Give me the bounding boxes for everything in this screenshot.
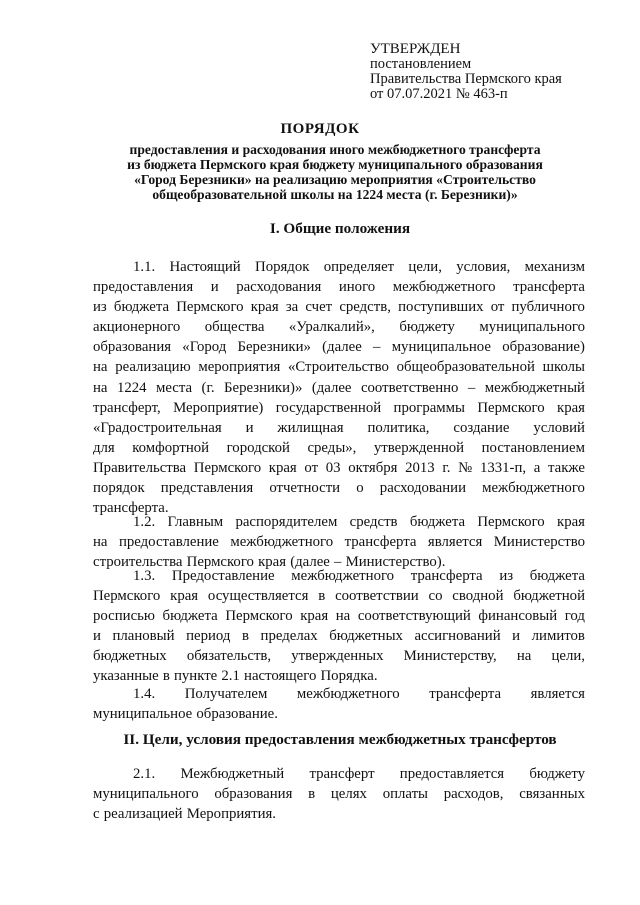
- paragraph-line: муниципального образования в целях оплаты расходов, связанных: [93, 786, 585, 803]
- paragraph-1-4: [93, 684, 585, 724]
- paragraph-line: трансферт, Мероприятие) государственной программы Пермского края: [93, 399, 585, 416]
- paragraph-line: Правительства Пермского края от 03 октября 2013 г. № 1331-п, а также: [93, 459, 585, 476]
- paragraph-line: 1.3. Предоставление межбюджетного трансферта из бюджета: [133, 568, 585, 584]
- paragraph-line: 1.4. Получателем межбюджетного трансферта является: [133, 686, 585, 702]
- subtitle-line: из бюджета Пермского края бюджету муниципального образования: [127, 157, 543, 172]
- subtitle-line: «Город Березники» на реализацию мероприятия «Строительство: [134, 172, 536, 187]
- paragraph-2-1: [93, 764, 585, 824]
- subtitle-line: общеобразовательной школы на 1224 места (г. Березники)»: [152, 187, 518, 202]
- approval-line: постановлением: [370, 56, 472, 72]
- approval-head: УТВЕРЖДЕН: [370, 41, 461, 57]
- paragraph-line: с реализацией Мероприятия.: [93, 806, 277, 823]
- page-edge-mark: [0, 888, 1, 889]
- paragraph-line: для комфортной городской среды», утвержденной постановлением: [93, 439, 585, 456]
- paragraph-line: предоставления и расходования иного межбюджетного трансферта: [93, 279, 585, 296]
- paragraph-line: образования «Город Березники» (далее – муниципальное образование): [93, 339, 585, 356]
- section-heading: I. Общие положения: [269, 220, 411, 237]
- paragraph-line: указанные в пункте 2.1 настоящего Порядка.: [93, 668, 378, 685]
- document-title: ПОРЯДОК: [280, 121, 360, 137]
- paragraph-line: акционерного общества «Уралкалий», бюджету муниципального: [93, 319, 585, 336]
- paragraph-line: Пермского края осуществляется в соответствии со сводной бюджетной: [93, 588, 585, 605]
- paragraph-line: и плановый период в пределах бюджетных ассигнований и лимитов: [93, 628, 585, 645]
- paragraph-line: бюджетных обязательств, утвержденных Министерству, на цели,: [93, 648, 585, 665]
- paragraph-line: 2.1. Межбюджетный трансферт предоставляется бюджету: [133, 766, 585, 782]
- paragraph-line: «Градостроительная и жилищная политика, создание условий: [93, 419, 585, 436]
- paragraph-line: муниципальное образование.: [93, 706, 278, 723]
- paragraph-line: порядок представления отчетности о расходовании межбюджетного: [93, 480, 585, 497]
- paragraph-line: трансферта.: [93, 500, 169, 517]
- paragraph-line: строительства Пермского края (далее – Министерство).: [93, 554, 446, 571]
- paragraph-line: 1.2. Главным распорядителем средств бюджета Пермского края: [133, 514, 585, 530]
- paragraph-line: на предоставление межбюджетного трансферта является Министерство: [93, 534, 585, 551]
- paragraph-line: из бюджета Пермского края за счет средств, поступивших от публичного: [93, 299, 585, 316]
- approval-line: Правительства Пермского края: [370, 71, 562, 87]
- paragraph-line: росписью бюджета Пермского края на соответствующий финансовый год: [93, 608, 585, 625]
- approval-stamp: [370, 42, 562, 102]
- paragraph-line: на 1224 места (г. Березники)» (далее соответственно – межбюджетный: [93, 379, 585, 396]
- section-heading: II. Цели, условия предоставления межбюджетных трансфертов: [123, 731, 557, 748]
- paragraph-1-3: [93, 566, 585, 687]
- paragraph-1-1: [93, 257, 585, 518]
- paragraph-1-2: [93, 512, 585, 572]
- subtitle-line: предоставления и расходования иного межбюджетного трансферта: [129, 142, 541, 157]
- approval-line: от 07.07.2021 № 463-п: [370, 86, 508, 102]
- paragraph-line: на реализацию мероприятия «Строительство общеобразовательной школы: [93, 359, 585, 376]
- paragraph-line: 1.1. Настоящий Порядок определяет цели, условия, механизм: [133, 259, 585, 275]
- document-subtitle: [95, 142, 575, 202]
